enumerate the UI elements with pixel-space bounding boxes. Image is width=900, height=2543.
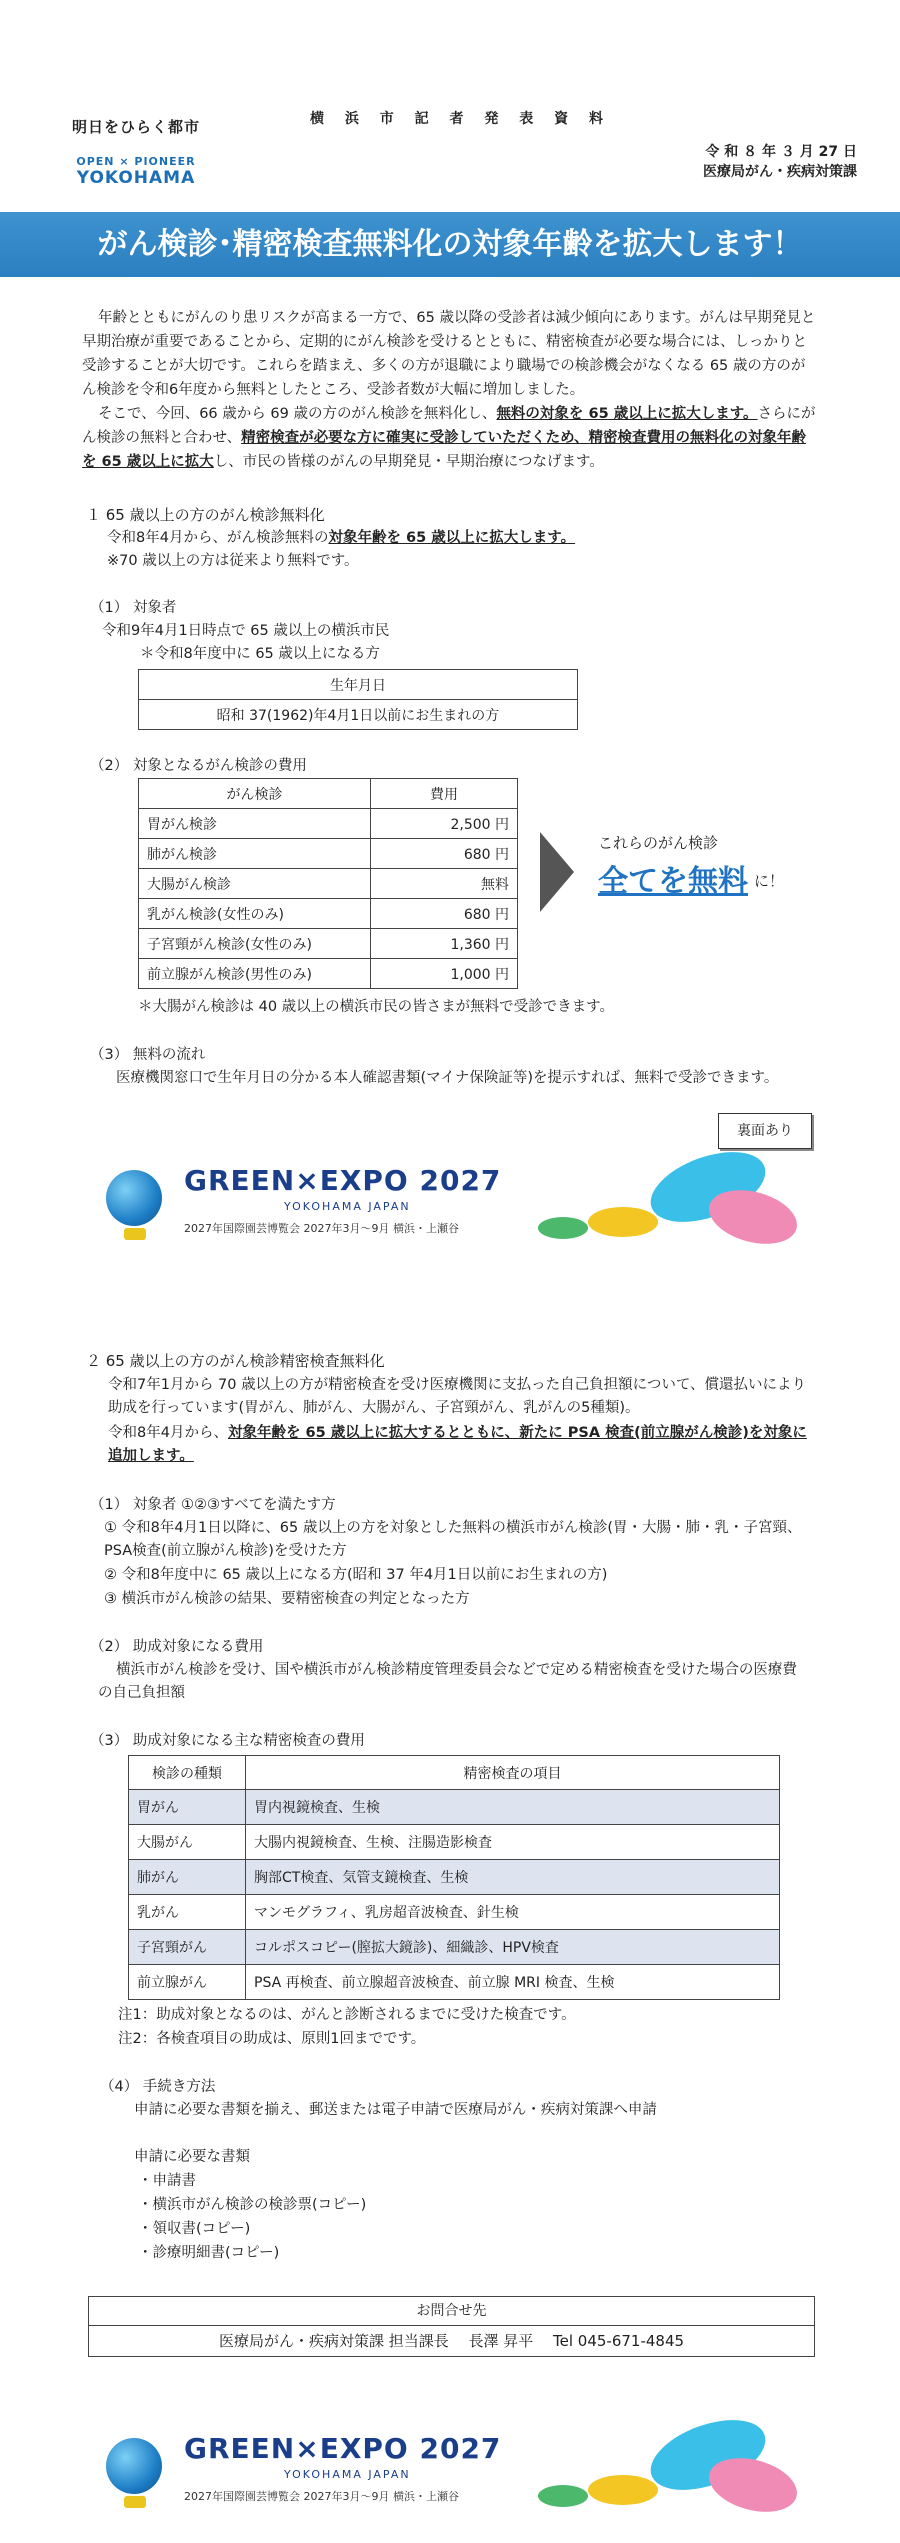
expo-caption: 2027年国際園芸博覧会 2027年3月～9月 横浜・上瀬谷 <box>184 1222 459 1235</box>
expo-banner <box>88 2420 813 2520</box>
intro-p2-part-c: さらにがん検診の無料と合わせ、 <box>82 406 816 446</box>
free-callout-big: 全てを無料 <box>598 864 748 899</box>
birthdate-table-value: 昭和 37(1962)年4月1日以前にお生まれの方 <box>139 700 578 730</box>
exam-items: コルポスコピー(膣拡大鏡診)、細織診、HPV検査 <box>246 1930 780 1965</box>
section2-cost-heading: （2） 助成対象になる費用 <box>90 1639 264 1655</box>
brand-line-2: YOKOHAMA <box>76 168 196 188</box>
exam-type: 乳がん <box>129 1895 246 1930</box>
table-row <box>129 1825 780 1860</box>
exam-heading: （3） 助成対象になる主な精密検査の費用 <box>90 1733 365 1749</box>
doc-item: ・診療明細書(コピー) <box>138 2245 280 2261</box>
table-row <box>129 1930 780 1965</box>
section2-heading: ２ 65 歳以上の方のがん検診精密検査無料化 <box>86 1352 385 1370</box>
department-name: 医療局がん・疾病対策課 <box>703 164 857 180</box>
target-line: 令和9年4月1日時点で 65 歳以上の横浜市民 <box>102 623 390 639</box>
exam-type: 子宮頸がん <box>129 1930 246 1965</box>
procedure-text: 申請に必要な書類を揃え、郵送または電子申請で医療局がん・疾病対策課へ申請 <box>134 2102 657 2118</box>
condition-1: ① 令和8年4月1日以降に、65 歳以上の方を対象とした無料の横浜市がん検診(胃・大腸・肺・乳・子宮頸、PSA検査(前立腺がん検診)を受けた方 <box>104 1520 802 1559</box>
condition-3: ③ 横浜市がん検診の結果、要精密検査の判定となった方 <box>104 1591 470 1607</box>
section1-line-1a: 令和8年4月から、がん検診無料の <box>107 530 329 546</box>
exam-type: 前立腺がん <box>129 1965 246 2000</box>
cost-type: 大腸がん検診 <box>139 869 371 899</box>
expo-globe-icon <box>106 2438 162 2494</box>
free-callout-suffix: に！ <box>754 872 785 890</box>
cost-fee: 無料 <box>371 869 518 899</box>
doc-item: ・領収書(コピー) <box>138 2221 251 2237</box>
decorative-swoosh-icon <box>538 2485 588 2507</box>
doc-item: ・申請書 <box>138 2173 196 2189</box>
exam-table <box>128 1755 780 2000</box>
cost-table-header-fee: 費用 <box>371 779 518 809</box>
table-row <box>139 809 518 839</box>
table-row <box>129 1790 780 1825</box>
table-row <box>139 839 518 869</box>
exam-items: マンモグラフィ、乳房超音波検査、針生検 <box>246 1895 780 1930</box>
brand-line-1: OPEN × PIONEER <box>76 155 196 168</box>
table-row <box>129 1895 780 1930</box>
procedure-heading: （4） 手続き方法 <box>100 2079 216 2095</box>
birthdate-table <box>138 669 578 730</box>
table-row <box>129 1860 780 1895</box>
target-note: ＊令和8年度中に 65 歳以上になる方 <box>140 646 380 662</box>
title-banner: がん検診･精密検査無料化の対象年齢を拡大します！ <box>0 212 900 277</box>
cost-fee: 680 円 <box>371 839 518 869</box>
city-tagline: 明日をひらく都市 <box>71 118 200 136</box>
target-heading: （1） 対象者 <box>90 600 177 616</box>
flow-heading: （3） 無料の流れ <box>90 1047 206 1063</box>
section2-p2-part-a: 令和8年4月から、 <box>108 1425 228 1441</box>
exam-items: 大腸内視鏡検査、生検、注腸造影検査 <box>246 1825 780 1860</box>
exam-type: 肺がん <box>129 1860 246 1895</box>
condition-2: ② 令和8年度中に 65 歳以上になる方(昭和 37 年4月1日以前にお生まれの方) <box>104 1567 608 1583</box>
contact-header: お問合せ先 <box>89 2297 814 2326</box>
exam-table-header-items: 精密検査の項目 <box>246 1756 780 1790</box>
flow-text: 医療機関窓口で生年月日の分かる本人確認書類(マイナ保険証等)を提示すれば、無料で受診できます。 <box>116 1070 779 1086</box>
intro-p2-emphasis-1: 無料の対象を 65 歳以上に拡大します。 <box>496 406 758 422</box>
cost-heading: （2） 対象となるがん検診の費用 <box>90 758 307 774</box>
section2-p2-emphasis: 対象年齢を 65 歳以上に拡大するとともに、新たに PSA 検査(前立腺がん検診)を対象に追加します。 <box>108 1425 807 1464</box>
section2-paragraph-2 <box>108 1422 816 1468</box>
release-date-block <box>703 142 857 182</box>
doc-item: ・横浜市がん検診の検診票(コピー) <box>138 2197 367 2213</box>
cost-fee: 680 円 <box>371 899 518 929</box>
table-row <box>139 869 518 899</box>
cost-type: 子宮頸がん検診(女性のみ) <box>139 929 371 959</box>
exam-items: 胃内視鏡検査、生検 <box>246 1790 780 1825</box>
free-callout-small: これらのがん検診 <box>598 834 719 852</box>
birthdate-table-header: 生年月日 <box>139 670 578 700</box>
city-logo <box>56 116 216 188</box>
section1-heading: １ 65 歳以上の方のがん検診無料化 <box>86 506 325 524</box>
cost-type: 肺がん検診 <box>139 839 371 869</box>
table-row <box>139 929 518 959</box>
cost-fee: 1,360 円 <box>371 929 518 959</box>
expo-title: GREEN×EXPO 2027 <box>184 1164 502 1197</box>
section2-cost-text: 横浜市がん検診を受け、国や横浜市がん検診精度管理委員会などで定める精密検査を受けた場合の医療費の自己負担額 <box>98 1662 797 1701</box>
contact-box <box>88 2296 815 2357</box>
reverse-side-note: 裏面あり <box>718 1113 812 1149</box>
release-date: 令 和 ８ 年 ３ 月 27 日 <box>705 144 857 160</box>
section2-target-heading: （1） 対象者 ①②③すべてを満たす方 <box>90 1497 336 1513</box>
cost-type: 胃がん検診 <box>139 809 371 839</box>
cost-fee: 1,000 円 <box>371 959 518 989</box>
cost-type: 前立腺がん検診(男性のみ) <box>139 959 371 989</box>
screening-cost-table <box>138 778 518 989</box>
expo-caption: 2027年国際園芸博覧会 2027年3月～9月 横浜・上瀬谷 <box>184 2490 459 2503</box>
contact-body: 医療局がん・疾病対策課 担当課長 長澤 昇平 Tel 045-671-4845 <box>218 2332 685 2350</box>
exam-type: 大腸がん <box>129 1825 246 1860</box>
exam-items: PSA 再検査、前立腺超音波検査、前立腺 MRI 検査、生検 <box>246 1965 780 2000</box>
section1-line-1 <box>107 527 575 550</box>
expo-title: GREEN×EXPO 2027 <box>184 2432 502 2465</box>
section1-line-2: ※70 歳以上の方は従来より無料です。 <box>107 553 359 569</box>
decorative-swoosh-icon <box>588 2475 658 2505</box>
table-row <box>129 1965 780 2000</box>
cost-fee: 2,500 円 <box>371 809 518 839</box>
exam-items: 胸部CT検査、気管支鏡検査、生検 <box>246 1860 780 1895</box>
exam-note-2: 注2：各検査項目の助成は、原則1回までです。 <box>118 2031 426 2047</box>
expo-subtitle: YOKOHAMA JAPAN <box>284 1200 411 1213</box>
section2-paragraph-1: 令和7年1月から 70 歳以上の方が精密検査を受け医療機関に支払った自己負担額について、償還払いにより助成を行っています(胃がん、肺がん、大腸がん、子宮頸がん、乳がんの5種類)。 <box>108 1377 807 1416</box>
expo-globe-icon <box>106 1170 162 1226</box>
table-row <box>139 959 518 989</box>
intro-p2-part-e: し、市民の皆様のがんの早期発見・早期治療につなげます。 <box>213 454 604 470</box>
intro-p2-part-a: そこで、今回、66 歳から 69 歳の方のがん検診を無料化し、 <box>98 406 497 422</box>
expo-subtitle: YOKOHAMA JAPAN <box>284 2468 411 2481</box>
docs-heading: 申請に必要な書類 <box>134 2149 250 2165</box>
intro-paragraph-1: 年齢とともにがんのり患リスクが高まる一方で、65 歳以降の受診者は減少傾向にあります。がんは早期発見と早期治療が重要であることから、定期的にがん検診を受けるとともに、精密検査が必要な場合には、しっかりと受診することが大切です。これらを踏まえ、多くの方が退職により職場での検診機会がなくなる 65 歳の方のがん検診を令和6年度から無料としたところ、受診者数が大幅に増加しました。 <box>82 310 816 398</box>
intro-paragraph-2 <box>82 402 816 474</box>
decorative-swoosh-icon <box>538 1217 588 1239</box>
intro-p2-emphasis-2: 精密検査が必要な方に確実に受診していただくため、精密検査費用の無料化の対象年齢を 65 歳以上に拡大 <box>82 430 806 470</box>
exam-note-1: 注1：助成対象となるのは、がんと診断されるまでに受けた検査です。 <box>118 2007 576 2023</box>
expo-banner <box>88 1152 813 1252</box>
table-row <box>139 899 518 929</box>
section1-line-1b: 対象年齢を 65 歳以上に拡大します。 <box>328 530 576 546</box>
exam-table-header-type: 検診の種類 <box>129 1756 246 1790</box>
cost-note: ＊大腸がん検診は 40 歳以上の横浜市民の皆さまが無料で受診できます。 <box>138 999 615 1015</box>
cost-type: 乳がん検診(女性のみ) <box>139 899 371 929</box>
decorative-swoosh-icon <box>588 1207 658 1237</box>
right-arrow-icon <box>540 832 574 912</box>
cost-table-header-type: がん検診 <box>139 779 371 809</box>
press-release-label: 横 浜 市 記 者 発 表 資 料 <box>310 111 611 127</box>
exam-type: 胃がん <box>129 1790 246 1825</box>
